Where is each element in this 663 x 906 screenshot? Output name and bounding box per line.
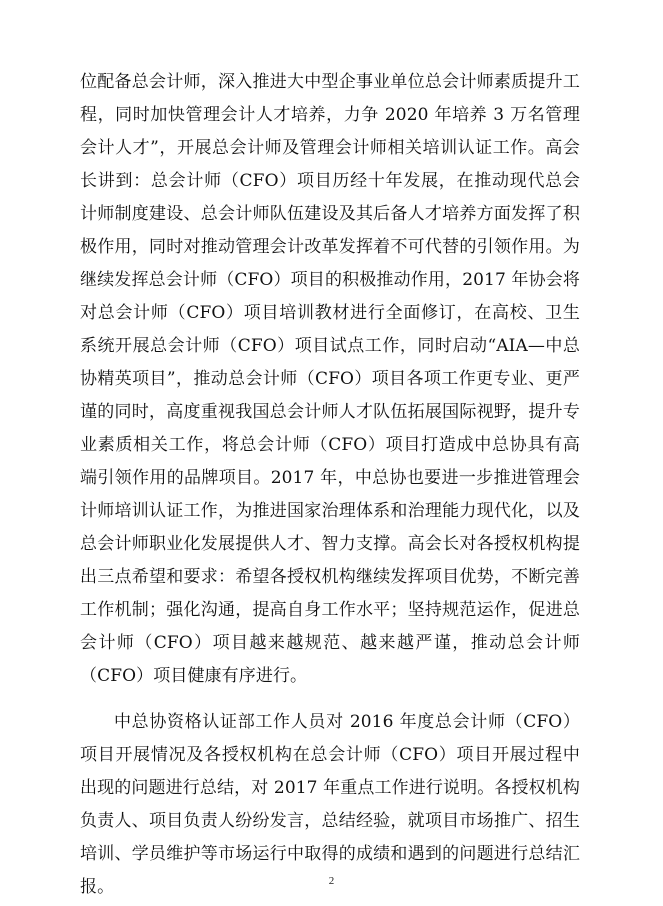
- page-number: 2: [328, 875, 335, 887]
- body-paragraph-1: 位配备总会计师，深入推进大中型企事业单位总会计师素质提升工程，同时加快管理会计人才培养，力争 2020 年培养 3 万名管理会计人才”，开展总会计师及管理会计师相关培训认证工作。高会长讲到：总会计师（CFO）项目历经十年发展，在推动现代总会计师制度建设、总会计师队伍建设及其后备人才培养方面发挥了积极作用，同时对推动管理会计改革发挥着不可代替的引领作用。为继续发挥总会计师（CFO）项目的积极推动作用，2017 年协会将对总会计师（CFO）项目培训教材进行全面修订，在高校、卫生系统开展总会计师（CFO）项目试点工作，同时启动“AIA—中总协精英项目”，推动总会计师（CFO）项目各项工作更专业、更严谨的同时，高度重视我国总会计师人才队伍拓展国际视野，提升专业素质相关工作，将总会计师（CFO）项目打造成中总协具有高端引领作用的品牌项目。2017 年，中总协也要进一步推进管理会计师培训认证工作，为推进国家治理体系和治理能力现代化，以及总会计师职业化发展提供人才、智力支撑。高会长对各授权机构提出三点希望和要求：希望各授权机构继续发挥项目优势，不断完善工作机制；强化沟通，提高自身工作水平；坚持规范运作，促进总会计师（CFO）项目越来越规范、越来越严谨，推动总会计师（CFO）项目健康有序进行。: [80, 72, 580, 686]
- body-paragraph-2: 中总协资格认证部工作人员对 2016 年度总会计师（CFO）项目开展情况及各授权机构在总会计师（CFO）项目开展过程中出现的问题进行总结，对 2017 年重点工作进行说明。各授权机构负责人、项目负责人纷纷发言，总结经验，就项目市场推广、招生培训、学员维护等市场运行中取得的成绩和遇到的问题进行总结汇报。: [80, 712, 580, 897]
